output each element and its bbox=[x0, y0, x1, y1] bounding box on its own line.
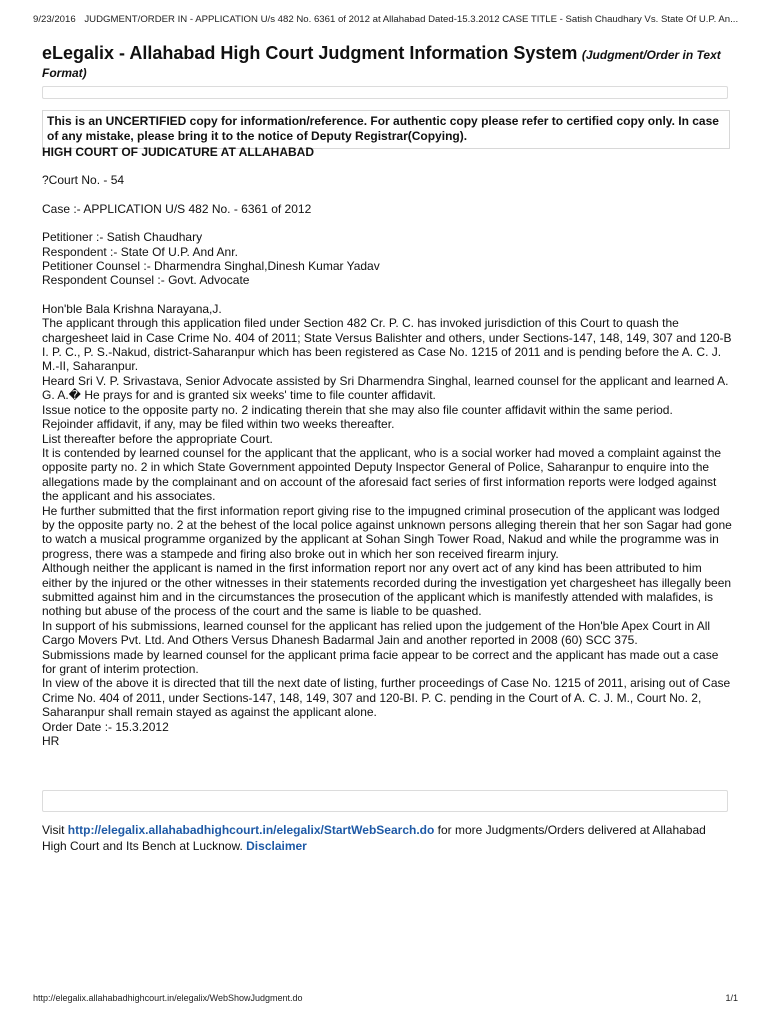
judgment-body bbox=[42, 145, 732, 748]
initials: HR bbox=[42, 734, 60, 749]
order-date: Order Date :- 15.3.2012 bbox=[42, 719, 169, 734]
petitioner-counsel: Petitioner Counsel :- Dharmendra Singhal,Dinesh Kumar Yadav bbox=[42, 259, 380, 274]
print-date: 9/23/2016 bbox=[33, 14, 76, 25]
paragraph: List thereafter before the appropriate Court. bbox=[42, 431, 273, 446]
site-title-subtitle: (Judgment/Order in Text Format) bbox=[42, 48, 721, 80]
case-number: Case :- APPLICATION U/S 482 No. - 6361 of 2012 bbox=[42, 201, 312, 216]
footer-text: for more Judgments/Orders delivered at Allahabad High Court and Its Bench at Lucknow. bbox=[42, 823, 706, 853]
site-title bbox=[42, 43, 742, 82]
footer bbox=[42, 822, 732, 854]
search-link[interactable]: http://elegalix.allahabadhighcourt.in/elegalix/StartWebSearch.do bbox=[67, 823, 435, 837]
print-page-number: 1/1 bbox=[725, 993, 738, 1003]
print-url: http://elegalix.allahabadhighcourt.in/elegalix/WebShowJudgment.do bbox=[33, 993, 303, 1003]
respondent-counsel: Respondent Counsel :- Govt. Advocate bbox=[42, 273, 250, 288]
paragraph: The applicant through this application filed under Section 482 Cr. P. C. has invoked jurisdiction of this Court to quash the chargesheet laid in Case Crime No. 404 of 2011; State Versus Balishter and others, under Sections-147, 148, 149, 307 and 120-B I. P. C., P. S.-Nakud, district-Saharanpur which has been registered as Case No. 1215 of 2011 and is pending before the A. C. J. M.-II, Saharanpur. bbox=[42, 316, 732, 374]
print-header bbox=[33, 14, 743, 25]
uncertified-notice: This is an UNCERTIFIED copy for information/reference. For authentic copy please refer to certified copy only. In case of any mistake, please bring it to the notice of Deputy Registrar(Copying). bbox=[42, 110, 730, 149]
judge-name: Hon'ble Bala Krishna Narayana,J. bbox=[42, 301, 222, 316]
court-heading: HIGH COURT OF JUDICATURE AT ALLAHABAD bbox=[42, 145, 314, 159]
paragraph: Heard Sri V. P. Srivastava, Senior Advocate assisted by Sri Dharmendra Singhal, learned counsel for the applicant and learned A. G. A.� He prays for and is granted six weeks' time to file counter affidavit. bbox=[42, 373, 729, 403]
court-number: ?Court No. - 54 bbox=[42, 173, 125, 188]
bottom-divider bbox=[42, 790, 728, 812]
paragraph: Submissions made by learned counsel for the applicant prima facie appear to be correct and the applicant has made out a case for grant of interim protection. bbox=[42, 647, 719, 676]
paragraph: It is contended by learned counsel for the applicant that the applicant, who is a social worker had moved a complaint against the opposite party no. 2 in which State Government appointed Deputy Inspector General of Police, Saharanpur to enquire into the allegations made by the complainant and on account of the aforesaid fact series of first information reports were lodged against the applicant and his associates. bbox=[42, 445, 722, 504]
paragraph: Although neither the applicant is named in the first information report nor any overt act of any kind has been attributed to him either by the injured or the other witnesses in their statements recorded during the investigation yet chargesheet has illegally been submitted against him and in the circumstances the prosecution of the applicant which is manifestly attended with malafides, is nothing but abuse of the process of the court and the same is liable to be quashed. bbox=[42, 561, 732, 619]
paragraph: In support of his submissions, learned counsel for the applicant has relied upon the judgement of the Hon'ble Apex Court in All Cargo Movers Pvt. Ltd. And Others Versus Dhanesh Badarmal Jain and another reported in 2008 (60) SCC 375. bbox=[42, 618, 711, 648]
site-title-main: eLegalix - Allahabad High Court Judgment Information System bbox=[42, 43, 578, 63]
paragraph: He further submitted that the first information report giving rise to the impugned criminal prosecution of the applicant was lodged by the opposite party no. 2 at the behest of the local police against unknown persons alleging therein that her son Sagar had gone to watch a musical programme organized by the applicant at Sohan Singh Tower Road, Nakud and while the programme was in progress, there was a stampede and firing also broke out in which her son received firearm injury. bbox=[42, 503, 732, 561]
paragraph: In view of the above it is directed that till the next date of listing, further proceedings of Case No. 1215 of 2011, arising out of Case Crime No. 404 of 2011, under Sections-147, 148, 149, 307 and 120-BI. P. C. pending in the Court of A. C. J. M., Court No. 2, Saharanpur shall remain stayed as against the applicant alone. bbox=[42, 676, 731, 720]
top-divider bbox=[42, 86, 728, 99]
paragraph: Rejoinder affidavit, if any, may be filed within two weeks thereafter. bbox=[42, 417, 395, 432]
paragraph: Issue notice to the opposite party no. 2 indicating therein that she may also file counter affidavit within the same period. bbox=[42, 402, 673, 417]
respondent: Respondent :- State Of U.P. And Anr. bbox=[42, 244, 238, 259]
print-title: JUDGMENT/ORDER IN - APPLICATION U/s 482 No. 6361 of 2012 at Allahabad Dated-15.3.2012 CASE TITLE - Satish Chaudhary Vs. State Of U.P. An... bbox=[84, 14, 739, 25]
petitioner: Petitioner :- Satish Chaudhary bbox=[42, 230, 203, 245]
disclaimer-link[interactable]: Disclaimer bbox=[246, 839, 307, 853]
footer-visit: Visit bbox=[42, 823, 65, 837]
